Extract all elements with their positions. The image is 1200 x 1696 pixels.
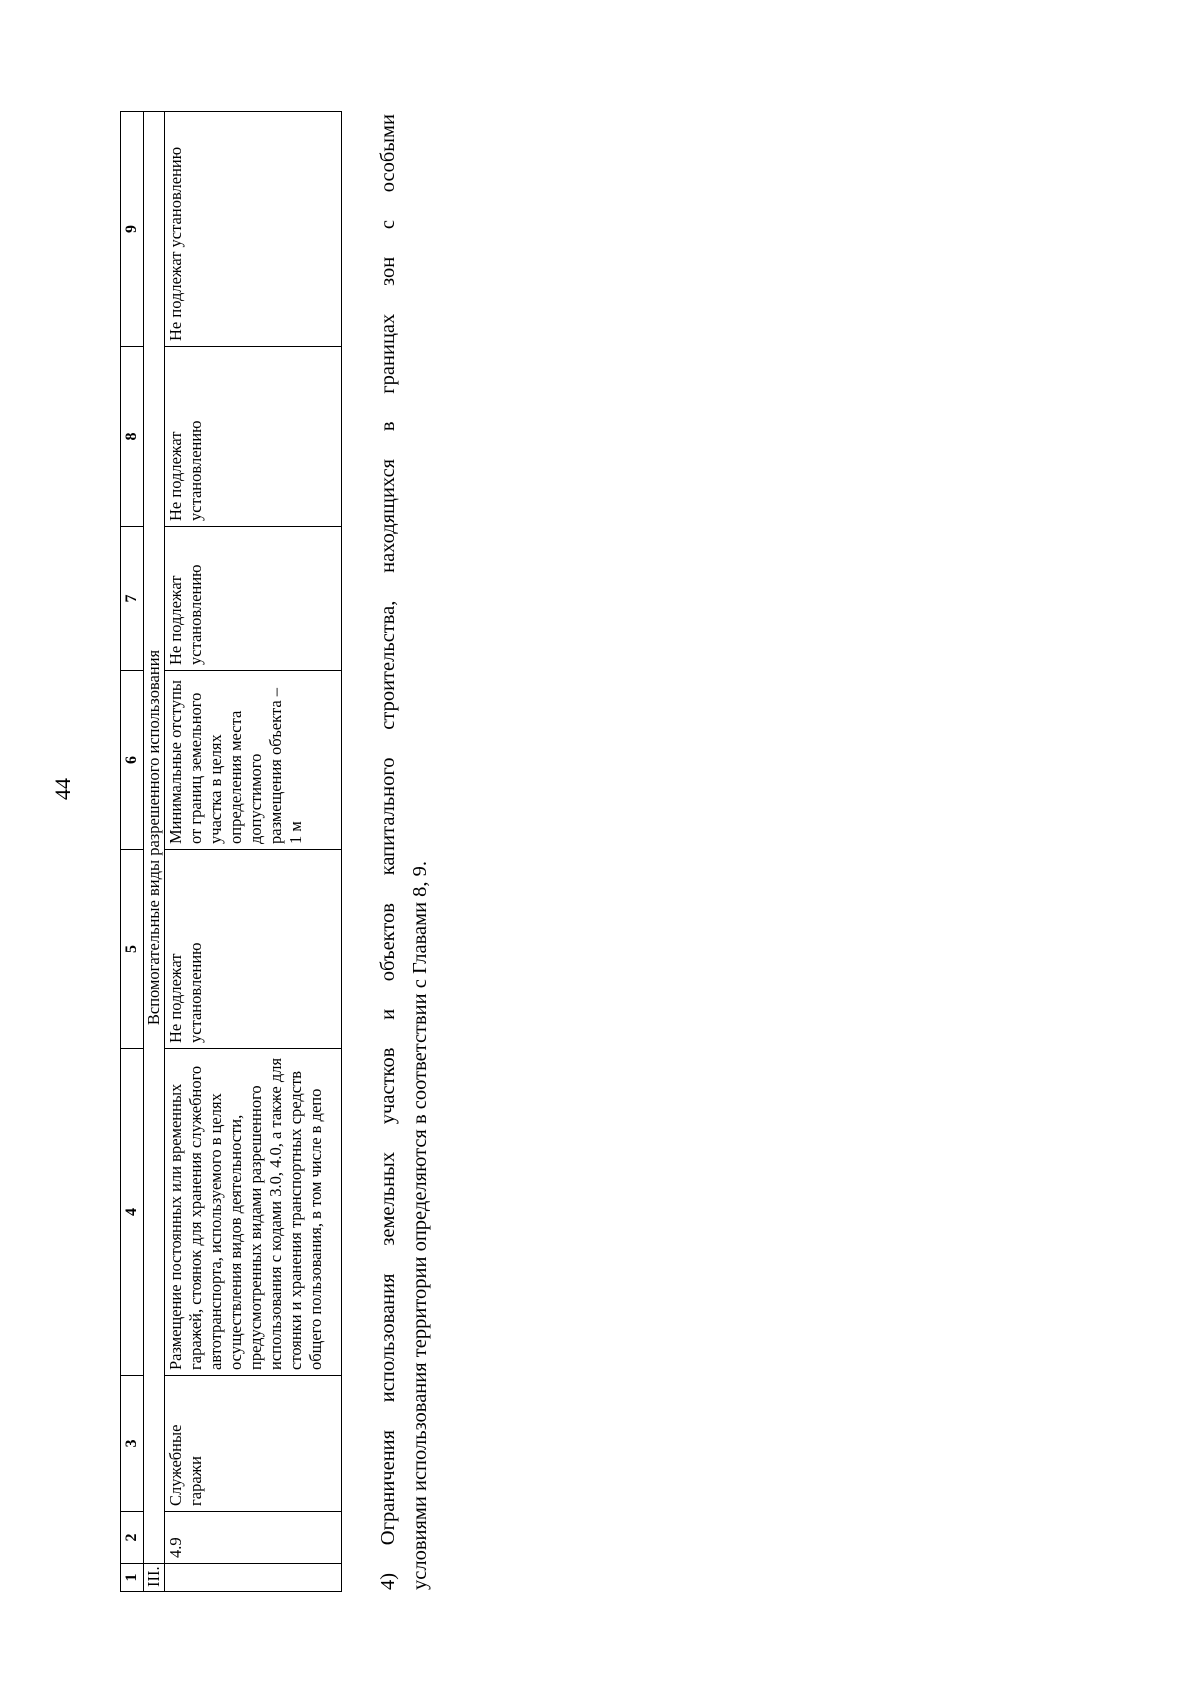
cell-use-description: Размещение постоянных или временных гаражей, стоянок для хранения служебного автотранспорта, используемого в целях осуществления видов деятельности, предусмотренных видами разрешенного использования с кодами 3.0, 4.0, а также для стоянки и хранения транспортных средств общего пользования, в том числе в депо xyxy=(165,1049,342,1376)
restrictions-note xyxy=(372,112,436,1592)
note-line-2: условиями использования территории определяются в соответствии с Главами 8, 9. xyxy=(409,860,431,1590)
note-line-1: 4) Ограничения использования земельных участков и объектов капитального строительства, находящихся в границах зон с особыми xyxy=(377,114,399,1590)
header-cell: 8 xyxy=(121,347,144,527)
section-title: Вспомогательные виды разрешенного использования xyxy=(144,112,165,1564)
cell-col5: Не подлежат установлению xyxy=(165,850,342,1049)
section-row xyxy=(144,112,165,1592)
header-cell: 2 xyxy=(121,1512,144,1564)
page-number: 44 xyxy=(50,778,75,800)
header-cell: 6 xyxy=(121,671,144,850)
landscape-content xyxy=(120,112,436,1592)
header-cell: 5 xyxy=(121,850,144,1049)
header-cell: 7 xyxy=(121,527,144,671)
regulations-table xyxy=(120,111,342,1592)
cell-col6: Минимальные отступы от границ земельного участка в целях определения места допустимого размещения объекта – 1 м xyxy=(165,671,342,850)
cell-code: 4.9 xyxy=(165,1512,342,1564)
table-row xyxy=(165,112,342,1592)
header-cell: 3 xyxy=(121,1376,144,1512)
cell-number xyxy=(165,1564,342,1592)
header-cell: 9 xyxy=(121,112,144,347)
cell-col9: Не подлежат установлению xyxy=(165,112,342,347)
cell-col7: Не подлежат установлению xyxy=(165,527,342,671)
header-cell: 1 xyxy=(121,1564,144,1592)
table-header-row xyxy=(121,112,144,1592)
cell-use-name: Служебные гаражи xyxy=(165,1376,342,1512)
cell-col8: Не подлежат установлению xyxy=(165,347,342,527)
header-cell: 4 xyxy=(121,1049,144,1376)
section-label: III. xyxy=(144,1564,165,1592)
